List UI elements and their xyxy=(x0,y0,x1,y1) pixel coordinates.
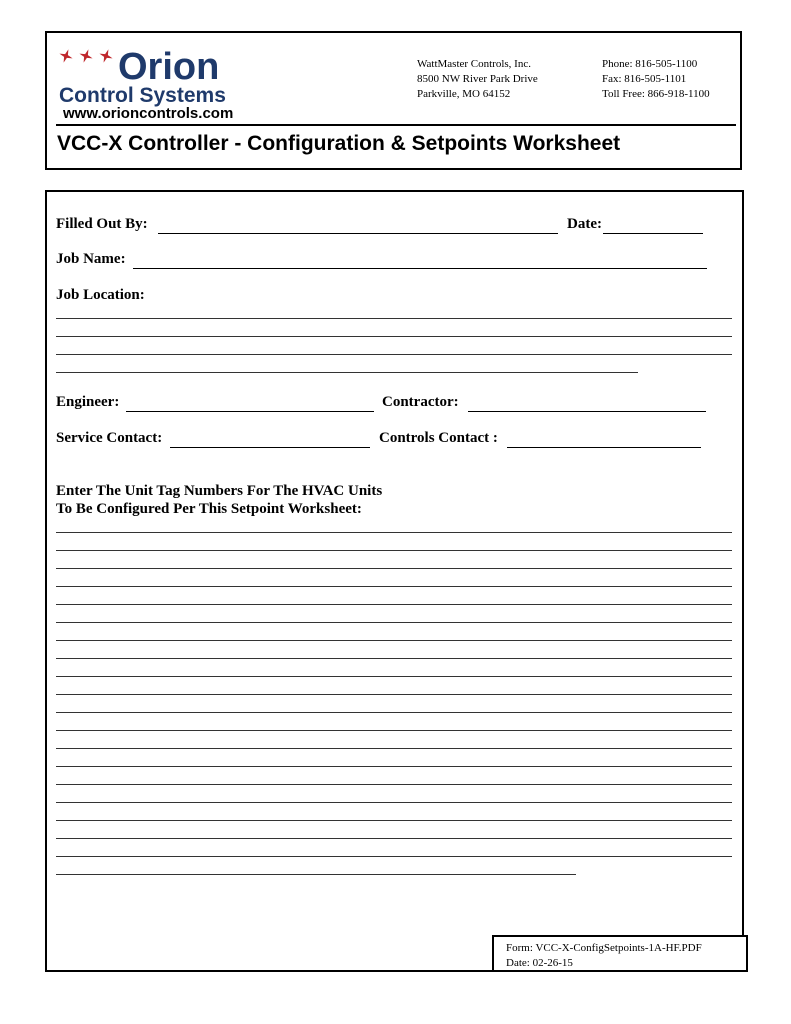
unit-tag-line[interactable] xyxy=(56,874,576,875)
form-id: Form: VCC-X-ConfigSetpoints-1A-HF.PDF xyxy=(506,942,702,954)
unit-tag-line[interactable] xyxy=(56,568,732,569)
unit-tag-line[interactable] xyxy=(56,784,732,785)
company-street: 8500 NW River Park Drive xyxy=(417,73,538,85)
page-title: VCC-X Controller - Configuration & Setpoints Worksheet xyxy=(57,132,621,155)
website-url: www.orioncontrols.com xyxy=(63,105,234,122)
unit-tag-line[interactable] xyxy=(56,838,732,839)
phone: Phone: 816-505-1100 xyxy=(602,58,698,70)
logo-brand: Orion xyxy=(118,46,220,88)
form-footer xyxy=(492,935,748,972)
company-contact xyxy=(602,57,710,102)
unit-tag-line[interactable] xyxy=(56,694,732,695)
unit-tag-line[interactable] xyxy=(56,802,732,803)
header-box xyxy=(45,31,742,170)
unit-tag-line[interactable] xyxy=(56,748,732,749)
unit-tag-line[interactable] xyxy=(56,856,732,857)
job-location-line[interactable] xyxy=(56,336,732,337)
logo-sub: Control Systems xyxy=(59,84,226,107)
unit-tag-line[interactable] xyxy=(56,604,732,605)
unit-tag-instruction-2: To Be Configured Per This Setpoint Worksheet: xyxy=(56,501,362,517)
filled-out-by-field[interactable] xyxy=(158,233,558,234)
star-icons xyxy=(57,47,115,65)
form-box xyxy=(45,190,744,972)
unit-tag-line[interactable] xyxy=(56,622,732,623)
company-address xyxy=(417,57,538,102)
company-city: Parkville, MO 64152 xyxy=(417,88,511,100)
controls-contact-field[interactable] xyxy=(507,447,701,448)
service-contact-field[interactable] xyxy=(170,447,370,448)
job-location-line[interactable] xyxy=(56,318,732,319)
unit-tag-line[interactable] xyxy=(56,640,732,641)
toll-free: Toll Free: 866-918-1100 xyxy=(602,88,710,100)
engineer-label: Engineer: xyxy=(56,394,120,410)
engineer-field[interactable] xyxy=(126,411,374,412)
unit-tag-line[interactable] xyxy=(56,550,732,551)
unit-tag-instruction-1: Enter The Unit Tag Numbers For The HVAC Units xyxy=(56,483,383,499)
unit-tag-line[interactable] xyxy=(56,676,732,677)
unit-tag-line[interactable] xyxy=(56,730,732,731)
date-field[interactable] xyxy=(603,233,703,234)
job-name-label: Job Name: xyxy=(56,251,126,267)
job-location-line[interactable] xyxy=(56,354,732,355)
unit-tag-line[interactable] xyxy=(56,766,732,767)
orion-logo xyxy=(55,39,265,109)
fax: Fax: 816-505-1101 xyxy=(602,73,687,85)
service-contact-label: Service Contact: xyxy=(56,430,163,446)
date-label: Date: xyxy=(567,216,602,232)
contractor-field[interactable] xyxy=(468,411,706,412)
job-location-line[interactable] xyxy=(56,372,638,373)
job-name-field[interactable] xyxy=(133,268,707,269)
contractor-label: Contractor: xyxy=(382,394,459,410)
header-divider xyxy=(56,124,736,126)
unit-tag-line[interactable] xyxy=(56,658,732,659)
form-date: Date: 02-26-15 xyxy=(506,957,573,969)
controls-contact-label: Controls Contact : xyxy=(379,430,498,446)
company-name: WattMaster Controls, Inc. xyxy=(417,58,531,70)
unit-tag-line[interactable] xyxy=(56,532,732,533)
unit-tag-line[interactable] xyxy=(56,820,732,821)
filled-out-by-label: Filled Out By: xyxy=(56,216,148,232)
unit-tag-line[interactable] xyxy=(56,712,732,713)
job-location-label: Job Location: xyxy=(56,287,145,303)
unit-tag-line[interactable] xyxy=(56,586,732,587)
